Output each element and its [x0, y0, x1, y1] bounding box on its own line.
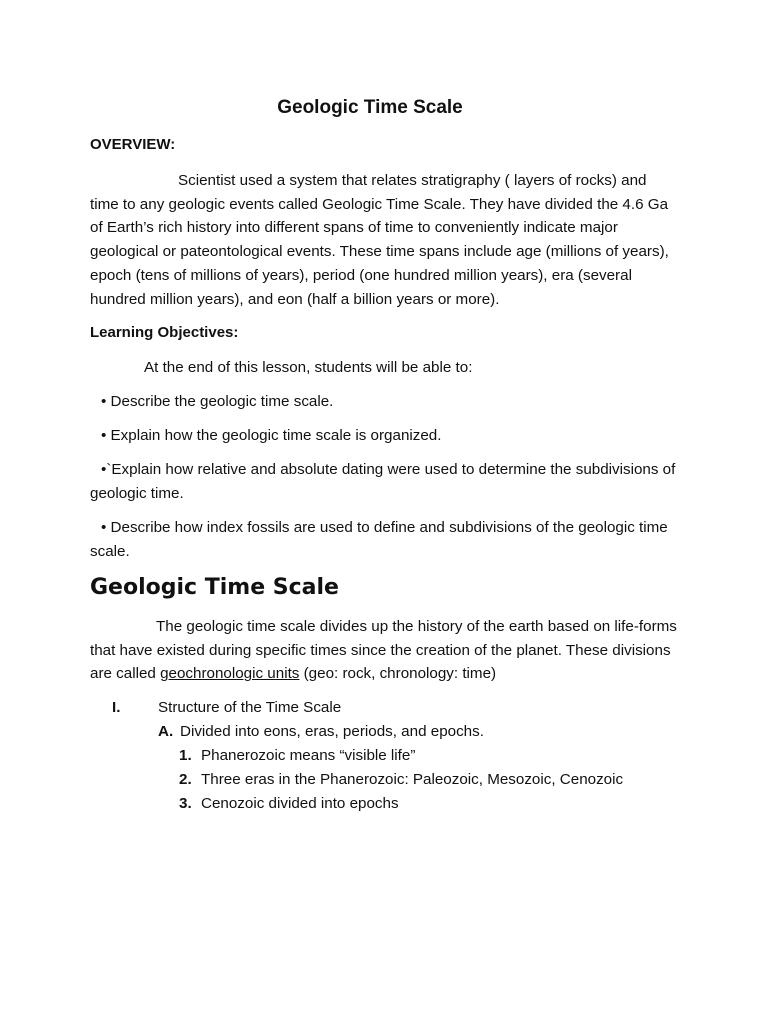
outline-text: Cenozoic divided into epochs [201, 795, 399, 812]
outline-item-2 [179, 768, 623, 792]
section-heading: Geologic Time Scale [90, 575, 339, 600]
outline-text: Phanerozoic means “visible life” [201, 747, 416, 764]
outline-item-3 [179, 792, 399, 816]
overview-label: OVERVIEW: [90, 136, 176, 153]
outline-marker: 3. [179, 795, 192, 812]
outline-marker: 2. [179, 771, 192, 788]
section-paragraph [90, 615, 678, 686]
objectives-label: Learning Objectives: [90, 324, 239, 341]
outline-marker: I. [112, 699, 121, 716]
objectives-intro: At the end of this lesson, students will be able to: [144, 359, 473, 376]
objective-item: • Describe how index fossils are used to define and subdivisions of the geologic time scale. [90, 519, 668, 560]
geochronologic-units-link[interactable]: geochronologic units [160, 665, 300, 683]
objective-item: •`Explain how relative and absolute dating were used to determine the subdivisions of geologic time. [90, 461, 676, 502]
section-text-after: (geo: rock, chronology: time) [299, 665, 497, 683]
objective-item: • Explain how the geologic time scale is organized. [101, 427, 442, 444]
outline-marker: 1. [179, 747, 192, 764]
outline-item-a [158, 720, 484, 744]
section-text-before: The geologic time scale divides up the history of the earth based on life-forms that have existed during specific times since the creation of the planet. These divisions are called [90, 618, 677, 683]
outline-text: Structure of the Time Scale [158, 699, 342, 716]
outline-item-i [112, 696, 341, 720]
objective-item: • Describe the geologic time scale. [101, 393, 334, 410]
outline-text: Three eras in the Phanerozoic: Paleozoic, Mesozoic, Cenozoic [201, 771, 624, 788]
overview-paragraph: Scientist used a system that relates stratigraphy ( layers of rocks) and time to any geologic events called Geologic Time Scale. They have divided the 4.6 Ga of Earth’s rich history into different spans of time to conveniently indicate major geological or pateontological events. These time spans include age (millions of years), epoch (tens of millions of years), period (one hundred million years), era (several hundred million years), and eon (half a billion years or more). [90, 172, 669, 308]
document-title: Geologic Time Scale [277, 97, 463, 118]
outline-item-1 [179, 744, 415, 768]
outline-marker: A. [158, 723, 174, 740]
outline-text: Divided into eons, eras, periods, and epochs. [180, 723, 484, 740]
